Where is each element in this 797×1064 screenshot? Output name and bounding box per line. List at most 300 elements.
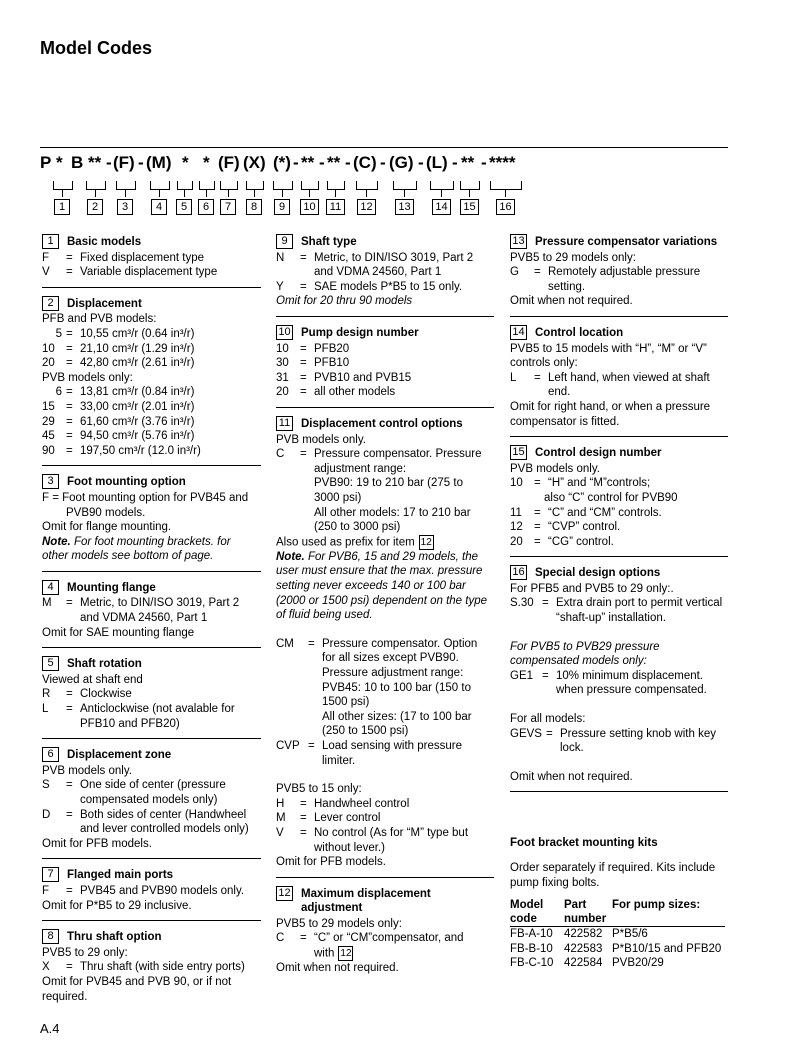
equals: =: [546, 727, 553, 740]
text: Omit for PFB models.: [276, 856, 386, 869]
code-value: One side of center (pressure compensated models only): [80, 779, 226, 806]
code-value: [314, 931, 494, 961]
text: 3000 psi): [314, 491, 362, 504]
equals: =: [66, 251, 73, 264]
code-part: **: [461, 153, 475, 172]
code-key: 6: [55, 386, 62, 399]
equals: =: [534, 506, 541, 519]
equals: =: [66, 266, 73, 279]
equals: =: [66, 327, 73, 340]
code-part: (*): [273, 153, 291, 172]
bracket-stem: [62, 189, 63, 197]
text: (250 to 1500 psi): [322, 725, 409, 738]
code-value: No control (As for “M” type but without lever.): [314, 826, 469, 854]
code-position-box: 14: [432, 199, 451, 215]
code-part: -: [319, 153, 325, 172]
equals: =: [66, 597, 73, 610]
divider: [276, 407, 494, 408]
code-key: C: [276, 448, 285, 461]
model-code-string: [40, 153, 740, 183]
equals: =: [66, 444, 73, 457]
section-title: Maximum displacement adjustment: [301, 887, 431, 915]
divider: [42, 571, 261, 572]
code-bracket: [86, 181, 106, 190]
code-value: “CG” control.: [548, 535, 614, 548]
code-key: F: [42, 251, 50, 264]
code-key: G: [510, 266, 519, 279]
bracket-stem: [254, 189, 255, 197]
code-key: N: [276, 251, 285, 264]
text: PVB90: 19 to 210 bar (275 to: [314, 477, 463, 490]
section-number: 12: [276, 886, 293, 901]
code-bracket: [460, 181, 480, 190]
code-value: Clockwise: [80, 688, 132, 701]
equals: =: [66, 808, 73, 821]
code-position-box: 1: [54, 199, 70, 215]
text: 1500 psi): [322, 696, 370, 709]
code-position-box: 7: [220, 199, 236, 215]
code-position-box: 16: [496, 199, 515, 215]
section-displacement-control: [276, 416, 494, 870]
code-value: Metric, to DIN/ISO 3019, Part 2 and VDMA 24560, Part 1: [80, 597, 240, 625]
code-key: 29: [42, 415, 55, 428]
equals: =: [66, 386, 73, 399]
note-text: For PVB6, 15 and 29 models, the user must ensure that the max. pressure setting never exceeds 140 or 100 bar (2000 or 1500 psi) dependent on the type of fluid being used.: [276, 550, 487, 622]
divider: [42, 858, 261, 859]
section-flanged-main-ports: [42, 867, 261, 913]
divider: [276, 316, 494, 317]
code-position-box: 15: [460, 199, 479, 215]
equals: =: [300, 812, 307, 825]
code-position-box: 9: [274, 199, 290, 215]
code-value: Both sides of center (Handwheel and lever controlled models only): [80, 808, 249, 836]
code-key: 10: [510, 477, 523, 490]
section-title: Displacement zone: [67, 749, 172, 762]
section-title: Pump design number: [301, 326, 419, 339]
equals: =: [66, 430, 73, 443]
text: Omit for SAE mounting flange: [42, 626, 195, 639]
equals: =: [66, 415, 73, 428]
section-number: 5: [42, 656, 59, 671]
section-title: Displacement control options: [301, 417, 463, 430]
code-position-box: 12: [357, 199, 376, 215]
section-number: 1: [42, 234, 59, 249]
code-value: PFB20: [314, 342, 350, 355]
section-basic-models: [42, 234, 261, 280]
section-number: 10: [276, 325, 293, 340]
section-title: Flanged main ports: [67, 869, 174, 882]
code-value: 42,80 cm³/r (2.61 in³/r): [80, 357, 195, 370]
code-part: ****: [489, 153, 516, 172]
note-text: For foot mounting brackets. for: [70, 535, 231, 548]
code-position-box: 13: [395, 199, 414, 215]
note-text: Omit for 20 thru 90 models: [276, 295, 413, 308]
code-value: Variable displacement type: [80, 266, 218, 279]
code-key: Y: [276, 280, 284, 293]
code-key: V: [276, 826, 284, 839]
code-key: S.30: [510, 597, 534, 610]
section-shaft-type: [276, 234, 494, 309]
code-value: 21,10 cm³/r (1.29 in³/r): [80, 342, 195, 355]
text: Omit for P*B5 to 29 inclusive.: [42, 899, 192, 912]
code-key: 20: [42, 357, 55, 370]
divider: [510, 436, 728, 437]
text: also “C” control for PVB90: [544, 491, 678, 504]
section-title: Shaft rotation: [67, 658, 142, 671]
code-value: 94,50 cm³/r (5.76 in³/r): [80, 430, 195, 443]
code-position-box: 10: [300, 199, 319, 215]
column-1: [42, 234, 261, 1004]
code-value: Fixed displacement type: [80, 251, 205, 264]
code-value: [314, 447, 494, 535]
text: Omit when not required.: [276, 962, 399, 975]
section-foot-bracket-kits: [510, 836, 728, 971]
code-key: M: [42, 597, 52, 610]
bracket-stem: [282, 189, 283, 197]
code-value: Lever control: [314, 812, 381, 825]
code-bracket: [150, 181, 170, 190]
section-title: Displacement: [67, 297, 142, 310]
page-title: Model Codes: [40, 38, 153, 58]
section-number: 16: [510, 565, 527, 580]
section-title: Special design options: [535, 567, 661, 580]
divider: [510, 316, 728, 317]
code-position-box: 4: [151, 199, 167, 215]
code-part: *: [203, 153, 210, 172]
code-position-box: 8: [246, 199, 262, 215]
bracket-stem: [159, 189, 160, 197]
section-title: Shaft type: [301, 236, 357, 248]
code-key: R: [42, 688, 51, 701]
text: Omit for right hand, or when a pressure compensator is fitted.: [510, 400, 711, 428]
section-number: 2: [42, 296, 59, 311]
code-value: all other models: [314, 386, 396, 399]
text: F = Foot mounting option for PVB45 and: [42, 491, 249, 504]
code-value: [322, 637, 494, 739]
equals: =: [66, 688, 73, 701]
code-part: -: [452, 153, 458, 172]
section-title: Mounting flange: [67, 581, 156, 594]
code-value: “C” and “CM” controls.: [548, 506, 662, 519]
code-value: Left hand, when viewed at shaft end.: [548, 371, 710, 399]
code-part: (M): [146, 153, 172, 172]
text: PVB90 models.: [66, 506, 146, 519]
note-label: Note.: [42, 535, 71, 548]
code-bracket: [116, 181, 136, 190]
section-displacement-zone: [42, 747, 261, 851]
text: PVB5 to 29 models only:: [510, 251, 636, 264]
section-pump-design-number: [276, 325, 494, 400]
code-bracket: [220, 181, 238, 190]
equals: =: [300, 797, 307, 810]
code-position-box: 5: [176, 199, 192, 215]
code-part: -: [138, 153, 144, 172]
bracket-stem: [335, 189, 336, 197]
divider: [42, 738, 261, 739]
section-control-location: [510, 325, 728, 429]
text: Omit for flange mounting.: [42, 521, 172, 534]
table-header: Model code: [510, 898, 564, 927]
bracket-stem: [505, 189, 506, 197]
section-number: 14: [510, 325, 527, 340]
code-value: [322, 739, 494, 768]
text: Omit for PVB45 and PVB 90, or if not required.: [42, 975, 232, 1003]
text: with: [314, 947, 335, 960]
note-label: Note.: [276, 550, 305, 563]
code-key: C: [276, 932, 285, 945]
section-title: Control location: [535, 326, 624, 339]
code-key: 20: [276, 386, 289, 399]
code-key: 45: [42, 430, 55, 443]
code-key: GEVS: [510, 727, 542, 740]
code-value: 197,50 cm³/r (12.0 in³/r): [80, 444, 201, 457]
equals: =: [66, 342, 73, 355]
code-key: L: [510, 371, 517, 384]
equals: =: [308, 739, 315, 752]
code-value: Anticlockwise (not avalable for PFB10 and PFB20): [80, 703, 235, 730]
text: for all sizes except PVB90.: [322, 652, 459, 665]
code-part: *: [182, 153, 189, 172]
item-ref-box: 12: [420, 536, 432, 548]
code-part: (F): [218, 153, 240, 172]
divider: [276, 877, 494, 878]
equals: =: [308, 637, 315, 650]
code-bracket: [327, 181, 345, 190]
bracket-stem: [184, 189, 185, 197]
code-part: *: [56, 153, 63, 172]
table-row: [510, 927, 725, 942]
equals: =: [300, 280, 307, 293]
text: Omit for PFB models.: [42, 837, 152, 850]
equals: =: [542, 669, 549, 682]
section-number: 4: [42, 580, 59, 595]
code-key: 11: [510, 506, 522, 519]
code-value: PFB10: [314, 357, 350, 370]
code-key: S: [42, 779, 50, 792]
divider: [42, 920, 261, 921]
equals: =: [542, 597, 549, 610]
equals: =: [66, 779, 73, 792]
code-bracket: [177, 181, 193, 190]
text: PVB5 to 15 only:: [276, 783, 362, 796]
equals: =: [66, 400, 73, 413]
equals: =: [534, 266, 541, 279]
equals: =: [300, 932, 307, 945]
code-bracket: [393, 181, 417, 190]
code-value: Handwheel control: [314, 797, 410, 810]
code-key: CVP: [276, 739, 300, 752]
code-value: Remotely adjustable pressure setting.: [548, 266, 701, 293]
table-cell: FB-A-10: [510, 928, 553, 941]
bracket-stem: [206, 189, 207, 197]
code-key: 10: [276, 342, 289, 355]
code-bracket: [356, 181, 378, 190]
section-title: Foot bracket mounting kits: [510, 837, 658, 850]
equals: =: [534, 371, 541, 384]
section-pressure-compensator-variations: [510, 234, 728, 309]
code-value: 61,60 cm³/r (3.76 in³/r): [80, 415, 195, 428]
bracket-stem: [309, 189, 310, 197]
code-value: Pressure setting knob with key lock.: [560, 727, 716, 755]
section-title: Foot mounting option: [67, 476, 186, 489]
code-key: 90: [42, 444, 55, 457]
bracket-stem: [404, 189, 405, 197]
section-number: 9: [276, 234, 293, 249]
table-cell: FB-B-10: [510, 942, 553, 955]
text: PFB and PVB models:: [42, 313, 157, 326]
text: Load sensing with pressure: [322, 739, 462, 752]
section-number: 13: [510, 234, 527, 249]
code-part: (F): [113, 153, 135, 172]
code-value: Metric, to DIN/ISO 3019, Part 2 and VDMA 24560, Part 1: [314, 251, 474, 279]
text: PVB45: 10 to 100 bar (150 to: [322, 681, 471, 694]
code-bracket: [53, 181, 73, 190]
code-key: V: [42, 266, 50, 279]
section-foot-mounting: [42, 474, 261, 564]
table-cell: PVB20/29: [612, 957, 664, 970]
code-part: **: [301, 153, 315, 172]
code-key: D: [42, 808, 51, 821]
table-row: [510, 956, 725, 971]
code-key: 12: [510, 521, 523, 534]
text: All other models: 17 to 210 bar: [314, 506, 471, 519]
text: PVB models only.: [42, 764, 132, 777]
code-key: 30: [276, 357, 289, 370]
bracket-stem: [125, 189, 126, 197]
text: For PFB5 and PVB5 to 29 only:.: [510, 582, 674, 595]
code-part: -: [380, 153, 386, 172]
equals: =: [300, 342, 307, 355]
code-value: 10,55 cm³/r (0.64 in³/r): [80, 327, 195, 340]
code-bracket: [199, 181, 215, 190]
equals: =: [300, 448, 307, 461]
text: “C” or “CM”compensator, and: [314, 932, 464, 945]
code-key: GE1: [510, 669, 534, 682]
equals: =: [534, 477, 541, 490]
text: PVB models only.: [510, 462, 600, 475]
equals: =: [534, 535, 541, 548]
section-control-design-number: [510, 445, 728, 549]
table-cell: P*B10/15 and PFB20: [612, 942, 722, 955]
kits-table: [510, 898, 725, 971]
table-cell: 422584: [564, 957, 603, 970]
equals: =: [66, 357, 73, 370]
page-number: A.4: [40, 1021, 60, 1036]
code-value: PVB10 and PVB15: [314, 371, 412, 384]
top-rule: [40, 147, 728, 148]
equals: =: [300, 826, 307, 839]
text: limiter.: [322, 754, 356, 767]
code-bracket: [490, 181, 522, 190]
column-2: [276, 234, 494, 976]
equals: =: [300, 357, 307, 370]
table-row: [510, 942, 725, 957]
bracket-stem: [366, 189, 367, 197]
equals: =: [300, 251, 307, 264]
section-title: Control design number: [535, 447, 662, 460]
code-value: 13,81 cm³/r (0.84 in³/r): [80, 386, 195, 399]
code-value: 33,00 cm³/r (2.01 in³/r): [80, 400, 195, 413]
code-value: SAE models P*B5 to 15 only.: [314, 280, 463, 293]
divider: [510, 791, 728, 792]
equals: =: [66, 961, 73, 974]
code-part: -: [418, 153, 424, 172]
divider: [42, 287, 261, 288]
code-value: Thru shaft (with side entry ports): [80, 961, 245, 974]
code-part: B: [71, 153, 84, 172]
section-thru-shaft: [42, 929, 261, 1004]
code-part: -: [293, 153, 299, 172]
section-number: 6: [42, 747, 59, 762]
section-shaft-rotation: [42, 656, 261, 731]
code-key: 10: [42, 342, 55, 355]
text: adjustment range:: [314, 462, 407, 475]
note-text: For PVB5 to PVB29 pressure compensated models only:: [510, 640, 660, 668]
note-text: other models see bottom of page.: [42, 550, 214, 563]
code-bracket: [430, 181, 454, 190]
section-number: 11: [276, 416, 293, 431]
section-displacement: [42, 296, 261, 459]
code-key: 20: [510, 535, 523, 548]
text: Also used as prefix for item: [276, 536, 415, 549]
text: Pressure adjustment range:: [322, 666, 464, 679]
section-mounting-flange: [42, 580, 261, 640]
code-position-box: 6: [198, 199, 214, 215]
code-part: (L): [426, 153, 448, 172]
code-key: 5: [55, 327, 62, 340]
code-key: CM: [276, 637, 294, 650]
text: Viewed at shaft end: [42, 673, 143, 686]
code-key: 31: [276, 371, 289, 384]
text: Pressure compensator. Pressure: [314, 448, 482, 461]
text: Omit when not required.: [510, 295, 633, 308]
code-key: F: [42, 884, 50, 897]
code-key: 15: [42, 400, 55, 413]
item-ref-box: 12: [340, 948, 352, 960]
bracket-stem: [469, 189, 470, 197]
bracket-stem: [441, 189, 442, 197]
text: PVB models only:: [42, 371, 133, 384]
code-bracket: [246, 181, 264, 190]
table-cell: FB-C-10: [510, 957, 554, 970]
code-key: L: [42, 703, 49, 716]
text: For all models:: [510, 713, 586, 726]
code-value: PVB45 and PVB90 models only.: [80, 884, 245, 897]
code-key: H: [276, 797, 285, 810]
code-bracket: [273, 181, 293, 190]
table-cell: 422583: [564, 942, 603, 955]
text: All other sizes: (17 to 100 bar: [322, 710, 472, 723]
divider: [42, 465, 261, 466]
section-number: 7: [42, 867, 59, 882]
code-part: (C): [353, 153, 377, 172]
code-key: M: [276, 812, 286, 825]
table-cell: P*B5/6: [612, 928, 648, 941]
code-part: -: [106, 153, 112, 172]
code-key: X: [42, 961, 50, 974]
code-value: Extra drain port to permit vertical “shaft-up” installation.: [556, 597, 723, 625]
text: PVB5 to 29 models only:: [276, 917, 402, 930]
bracket-stem: [95, 189, 96, 197]
section-number: 3: [42, 474, 59, 489]
table-header: For pump sizes:: [612, 898, 725, 927]
code-value: 10% minimum displacement. when pressure compensated.: [556, 669, 707, 697]
text: Omit when not required.: [510, 770, 633, 783]
section-special-design-options: [510, 565, 728, 784]
equals: =: [66, 703, 73, 716]
text: (250 to 3000 psi): [314, 521, 401, 534]
code-part: (G): [389, 153, 414, 172]
